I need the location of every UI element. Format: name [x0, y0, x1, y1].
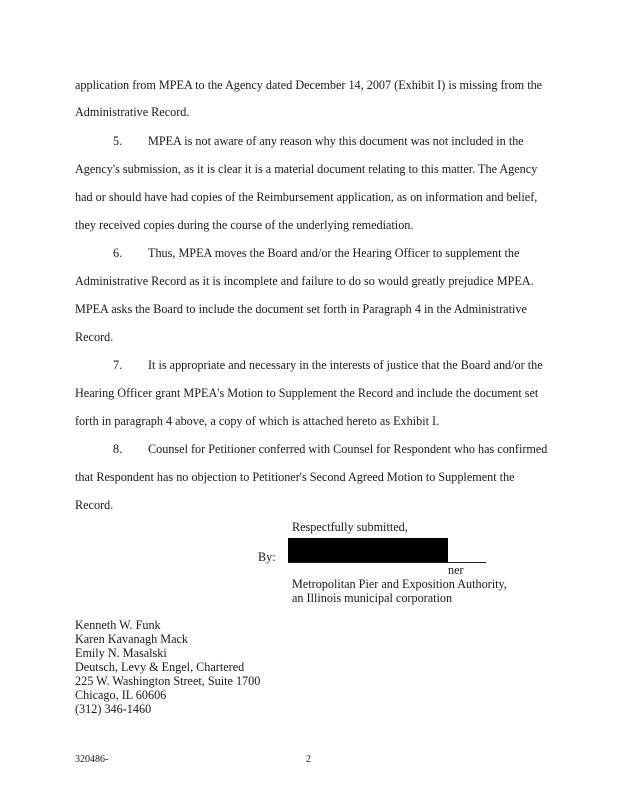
paragraph-6-line-1: Thus, MPEA moves the Board and/or the Hearing Officer to supplement the	[148, 246, 520, 260]
counsel-line-6: Chicago, IL 60606	[75, 688, 167, 702]
paragraph-8-line-3: Record.	[75, 498, 114, 512]
signature-party-line-1: Metropolitan Pier and Exposition Authority,	[292, 577, 507, 591]
counsel-line-7: (312) 346-1460	[75, 702, 152, 716]
paragraph-5-line-2: Agency's submission, as it is clear it is a material document relating to this matter. The Agency	[75, 162, 538, 176]
footer-doc-id: 320486-	[75, 754, 109, 765]
paragraph-5-line-3: had or should have had copies of the Reimbursement application, as on information and belief,	[75, 190, 538, 204]
paragraph-7-number: 7.	[113, 358, 123, 372]
paragraph-6-line-2: Administrative Record as it is incomplete and failure to do so would greatly prejudice MPEA.	[75, 274, 534, 288]
paragraph-8-line-1: Counsel for Petitioner conferred with Counsel for Respondent who has confirmed	[148, 442, 548, 456]
paragraph-8-number: 8.	[113, 442, 123, 456]
counsel-line-4: Deutsch, Levy & Engel, Chartered	[75, 660, 245, 674]
counsel-line-1: Kenneth W. Funk	[75, 618, 161, 632]
footer-page-number: 2	[306, 754, 311, 765]
signature-party-line-2: an Illinois municipal corporation	[292, 591, 453, 605]
paragraph-5-line-4: they received copies during the course of the underlying remediation.	[75, 218, 414, 232]
paragraph-6-line-3: MPEA asks the Board to include the document set forth in Paragraph 4 in the Administrative	[75, 302, 527, 316]
counsel-line-2: Karen Kavanagh Mack	[75, 632, 189, 646]
paragraph-8-line-2: that Respondent has no objection to Petitioner's Second Agreed Motion to Supplement the	[75, 470, 515, 484]
paragraph-4-line-1: application from MPEA to the Agency dated December 14, 2007 (Exhibit I) is missing from the	[75, 78, 543, 92]
signature-redaction	[288, 538, 448, 563]
signature-role-suffix: ner	[448, 563, 464, 577]
paragraph-5-line-1: MPEA is not aware of any reason why this document was not included in the	[148, 134, 524, 148]
paragraph-7-line-1: It is appropriate and necessary in the interests of justice that the Board and/or the	[148, 358, 543, 372]
paragraph-7-line-3: forth in paragraph 4 above, a copy of which is attached hereto as Exhibit I.	[75, 414, 440, 428]
paragraph-7-line-2: Hearing Officer grant MPEA's Motion to Supplement the Record and include the document set	[75, 386, 539, 400]
signature-by-label: By:	[258, 550, 276, 564]
paragraph-6-line-4: Record.	[75, 330, 114, 344]
counsel-line-3: Emily N. Masalski	[75, 646, 167, 660]
paragraph-4-line-2: Administrative Record.	[75, 105, 190, 119]
signature-closing: Respectfully submitted,	[292, 520, 408, 534]
paragraph-6-number: 6.	[113, 246, 123, 260]
counsel-line-5: 225 W. Washington Street, Suite 1700	[75, 674, 261, 688]
paragraph-5-number: 5.	[113, 134, 123, 148]
